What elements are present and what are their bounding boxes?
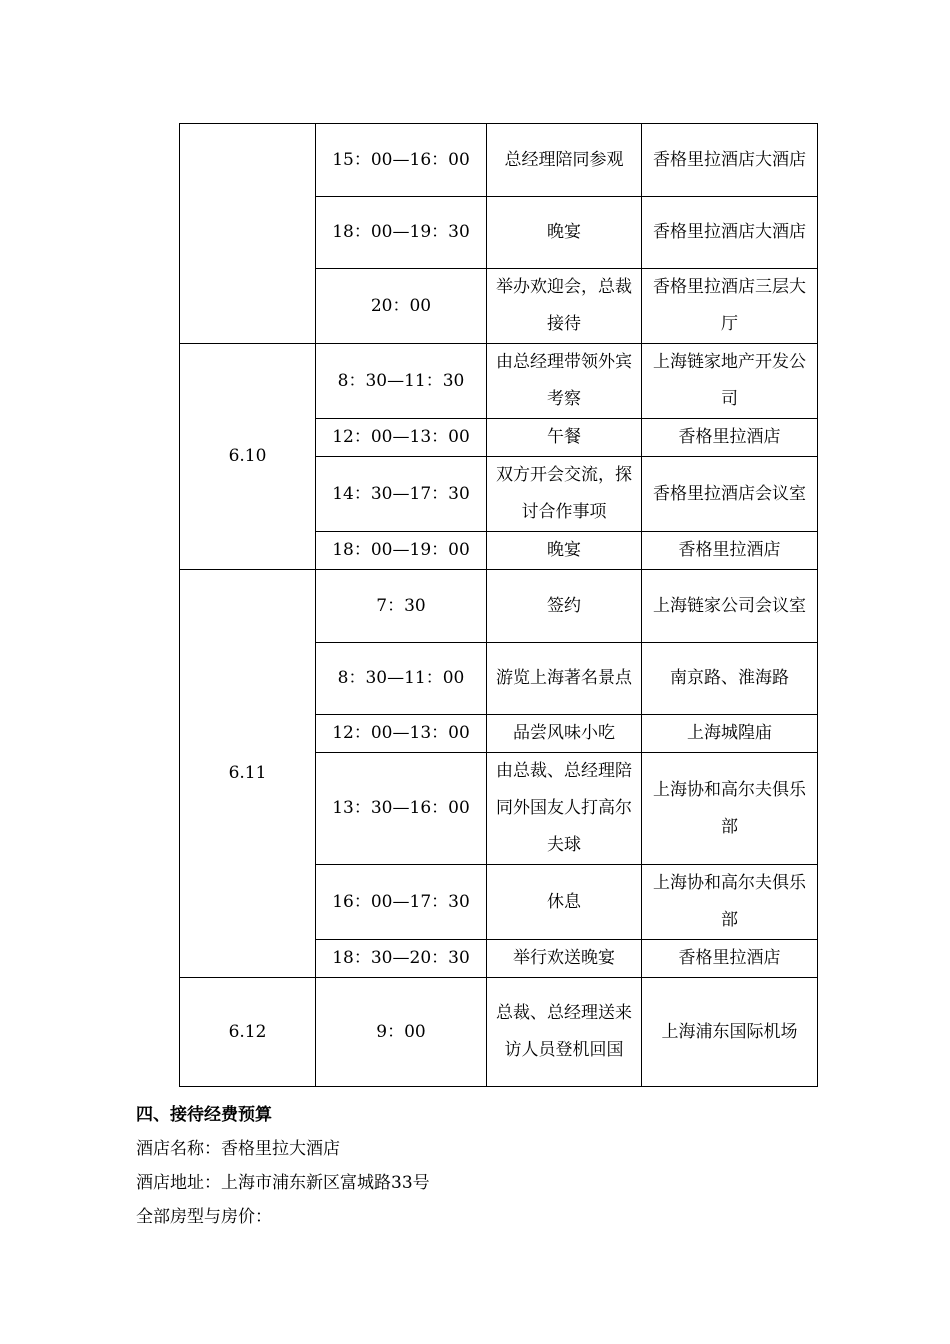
schedule-table xyxy=(179,123,818,1087)
activity-cell: 由总经理带领外宾考察 xyxy=(487,344,642,419)
place-cell: 香格里拉酒店 xyxy=(642,532,818,570)
time-cell: 18：00—19：00 xyxy=(316,532,487,570)
date-cell: 6.10 xyxy=(180,344,316,570)
place-cell: 香格里拉酒店大酒店 xyxy=(642,197,818,269)
place-cell: 上海协和高尔夫俱乐部 xyxy=(642,753,818,865)
table-row xyxy=(180,978,818,1087)
place-cell: 上海协和高尔夫俱乐部 xyxy=(642,865,818,940)
activity-cell: 双方开会交流，探讨合作事项 xyxy=(487,457,642,532)
rooms-label: 全部房型与房价： xyxy=(136,1207,272,1227)
activity-cell: 休息 xyxy=(487,865,642,940)
time-cell: 8：30—11：30 xyxy=(316,344,487,419)
activity-cell: 举办欢迎会，总裁接待 xyxy=(487,269,642,344)
activity-cell: 总经理陪同参观 xyxy=(487,124,642,197)
hotel-address: 酒店地址：上海市浦东新区富城路33号 xyxy=(136,1173,430,1193)
activity-cell: 签约 xyxy=(487,570,642,643)
place-cell: 香格里拉酒店会议室 xyxy=(642,457,818,532)
table-row xyxy=(180,124,818,197)
place-cell: 香格里拉酒店大酒店 xyxy=(642,124,818,197)
place-cell: 南京路、淮海路 xyxy=(642,643,818,715)
time-cell: 18：30—20：30 xyxy=(316,940,487,978)
activity-cell: 游览上海著名景点 xyxy=(487,643,642,715)
activity-cell: 由总裁、总经理陪同外国友人打高尔夫球 xyxy=(487,753,642,865)
place-cell: 上海链家公司会议室 xyxy=(642,570,818,643)
hotel-name: 酒店名称：香格里拉大酒店 xyxy=(136,1139,340,1159)
table-row xyxy=(180,570,818,643)
place-cell: 香格里拉酒店 xyxy=(642,940,818,978)
time-cell: 8：30—11：00 xyxy=(316,643,487,715)
activity-cell: 晚宴 xyxy=(487,532,642,570)
activity-cell: 午餐 xyxy=(487,419,642,457)
place-cell: 上海链家地产开发公司 xyxy=(642,344,818,419)
date-cell: 6.11 xyxy=(180,570,316,978)
section-heading: 四、接待经费预算 xyxy=(136,1105,272,1125)
activity-cell: 总裁、总经理送来访人员登机回国 xyxy=(487,978,642,1087)
activity-cell: 举行欢送晚宴 xyxy=(487,940,642,978)
time-cell: 16：00—17：30 xyxy=(316,865,487,940)
budget-section xyxy=(136,1098,836,1234)
date-cell: 6.12 xyxy=(180,978,316,1087)
date-cell xyxy=(180,124,316,344)
time-cell: 18：00—19：30 xyxy=(316,197,487,269)
time-cell: 12：00—13：00 xyxy=(316,715,487,753)
place-cell: 香格里拉酒店 xyxy=(642,419,818,457)
table-row xyxy=(180,344,818,419)
time-cell: 12：00—13：00 xyxy=(316,419,487,457)
place-cell: 上海浦东国际机场 xyxy=(642,978,818,1087)
time-cell: 14：30—17：30 xyxy=(316,457,487,532)
time-cell: 15：00—16：00 xyxy=(316,124,487,197)
place-cell: 上海城隍庙 xyxy=(642,715,818,753)
time-cell: 7：30 xyxy=(316,570,487,643)
place-cell: 香格里拉酒店三层大厅 xyxy=(642,269,818,344)
time-cell: 9：00 xyxy=(316,978,487,1087)
activity-cell: 晚宴 xyxy=(487,197,642,269)
activity-cell: 品尝风味小吃 xyxy=(487,715,642,753)
time-cell: 13：30—16：00 xyxy=(316,753,487,865)
time-cell: 20：00 xyxy=(316,269,487,344)
